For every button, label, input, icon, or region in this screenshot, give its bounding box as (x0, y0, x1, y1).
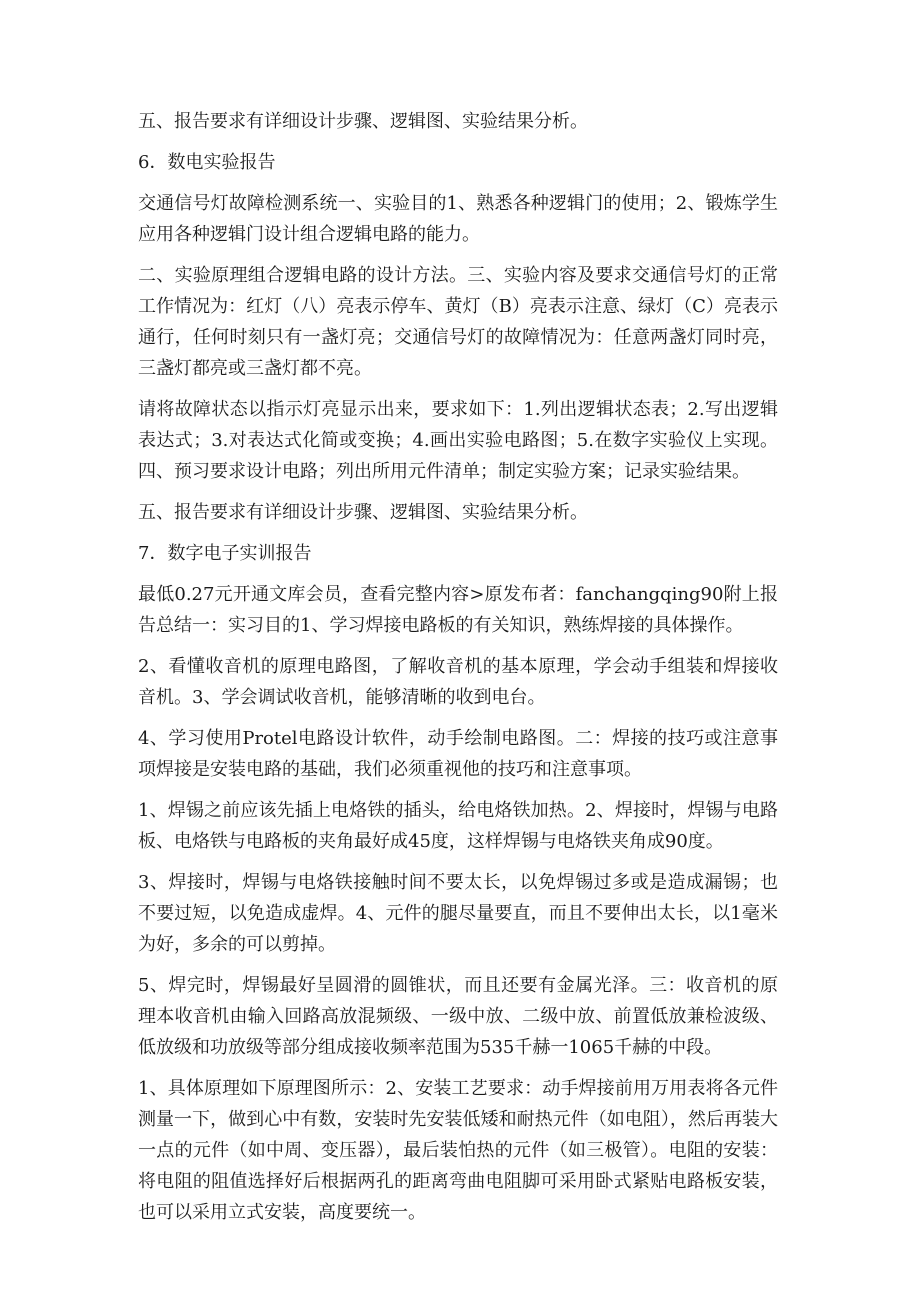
paragraph-report-requirements-2: 五、报告要求有详细设计步骤、逻辑图、实验结果分析。 (138, 502, 588, 523)
paragraph-soldering-1: 1、焊锡之前应该先插上电烙铁的插头，给电烙铁加热。2、焊接时，焊锡与电路板、电烙铁与电路板的夹角最好成45度，这样焊锡与电烙铁夹角成90度。 (138, 800, 778, 852)
paragraph-installation: 1、具体原理如下原理图所示：2、安装工艺要求：动手焊接前用万用表将各元件测量一下，做到心中有数，安装时先安装低矮和耐热元件（如电阻），然后再装大一点的元件（如中周、变压器），最后装怕热的元件（如三极管）。电阻的安装：将电阻的阻值选择好后根据两孔的距离弯曲电阻脚可采用卧式紧贴电路板安装，也可以采用立式安装，高度要统一。 (138, 1078, 778, 1223)
paragraph-radio-principle: 2、看懂收音机的原理电路图，了解收音机的基本原理，学会动手组装和焊接收音机。3、学会调试收音机，能够清晰的收到电台。 (138, 656, 778, 708)
paragraph-membership-note: 最低0.27元开通文库会员，查看完整内容>原发布者：fanchangqing90附上报告总结一：实习目的1、学习焊接电路板的有关知识，熟练焊接的具体操作。 (138, 584, 778, 636)
section-heading-7: 7．数字电子实训报告 (138, 543, 312, 564)
section-heading-6: 6．数电实验报告 (138, 152, 276, 173)
paragraph-experiment-purpose: 交通信号灯故障检测系统一、实验目的1、熟悉各种逻辑门的使用；2、锻炼学生应用各种逻辑门设计组合逻辑电路的能力。 (138, 193, 778, 245)
paragraph-report-requirements: 五、报告要求有详细设计步骤、逻辑图、实验结果分析。 (138, 111, 588, 132)
document-body (138, 106, 778, 1238)
paragraph-soldering-5: 5、焊完时，焊锡最好呈圆滑的圆锥状，而且还要有金属光泽。三：收音机的原理本收音机由输入回路高放混频级、一级中放、二级中放、前置低放兼检波级、低放级和功放级等部分组成接收频率范围为535千赫一1065千赫的中段。 (138, 975, 778, 1058)
paragraph-protel: 4、学习使用Protel电路设计软件，动手绘制电路图。二：焊接的技巧或注意事项焊接是安装电路的基础，我们必须重视他的技巧和注意事项。 (138, 728, 778, 780)
paragraph-soldering-3: 3、焊接时，焊锡与电烙铁接触时间不要太长，以免焊锡过多或是造成漏锡；也不要过短，以免造成虚焊。4、元件的腿尽量要直，而且不要伸出太长，以1毫米为好，多余的可以剪掉。 (138, 872, 778, 955)
paragraph-fault-display: 请将故障状态以指示灯亮显示出来，要求如下：1.列出逻辑状态表；2.写出逻辑表达式；3.对表达式化简或变换；4.画出实验电路图；5.在数字实验仪上实现。四、预习要求设计电路；列出所用元件清单；制定实验方案；记录实验结果。 (138, 399, 778, 482)
paragraph-experiment-principle: 二、实验原理组合逻辑电路的设计方法。三、实验内容及要求交通信号灯的正常工作情况为：红灯（八）亮表示停车、黄灯（B）亮表示注意、绿灯（C）亮表示通行，任何时刻只有一盏灯亮；交通信号灯的故障情况为：任意两盏灯同时亮，三盏灯都亮或三盏灯都不亮。 (138, 265, 778, 379)
